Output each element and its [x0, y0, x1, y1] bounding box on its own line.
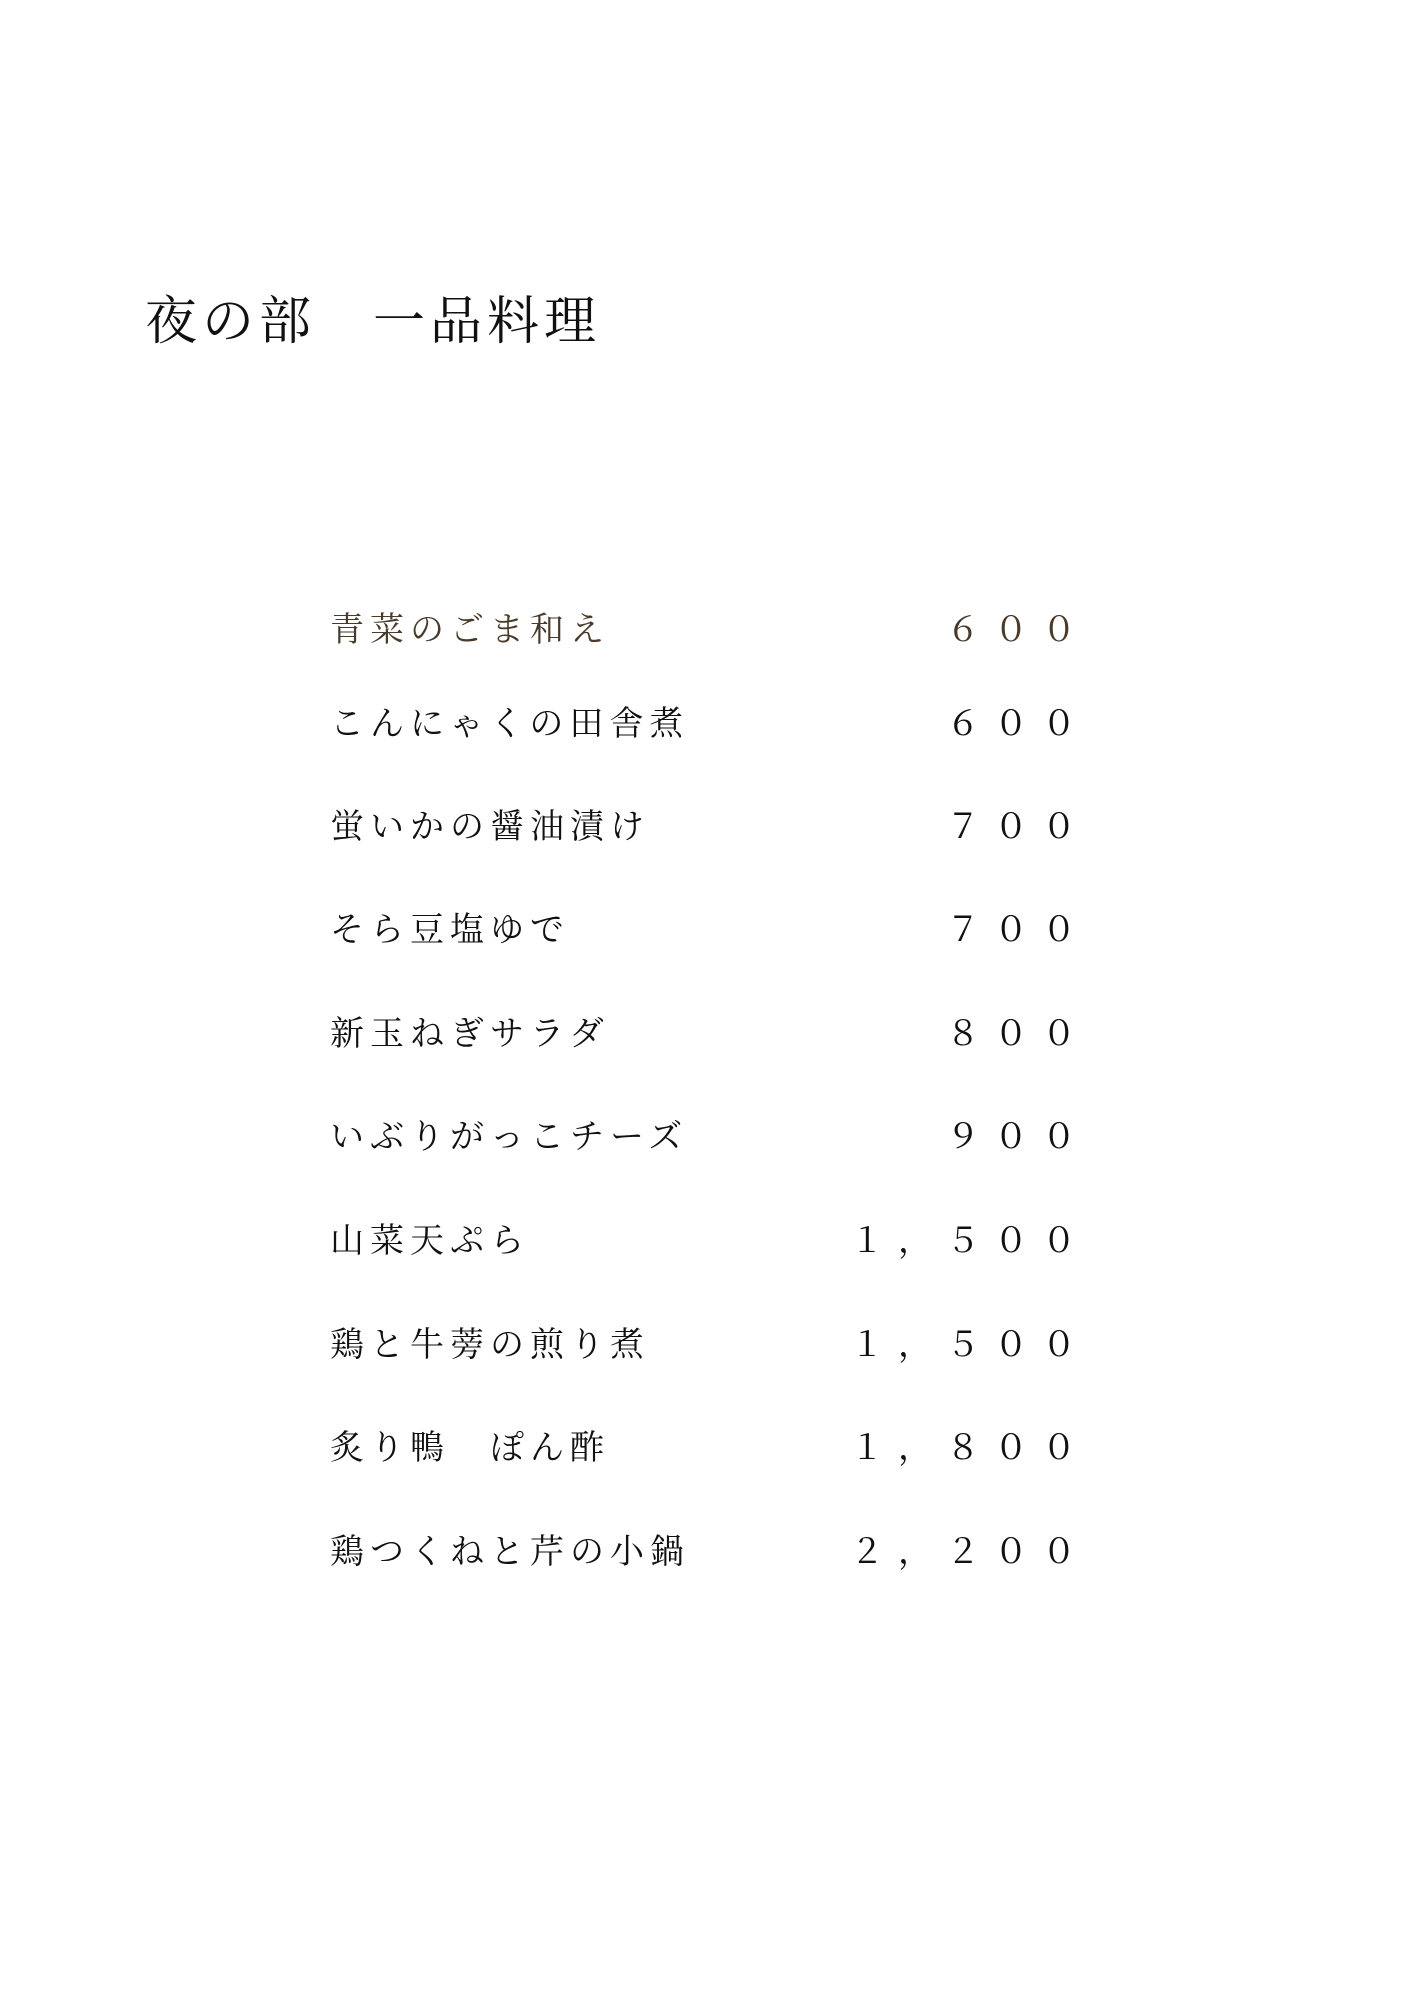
- menu-item-price: １，５００: [850, 1325, 1090, 1365]
- menu-item: [330, 797, 1090, 857]
- menu-item-price: ７００: [946, 910, 1090, 950]
- menu-item: [330, 1004, 1090, 1064]
- menu-item: [330, 1107, 1090, 1167]
- menu-item: [330, 694, 1090, 754]
- menu-item-price: １，５００: [850, 1221, 1090, 1261]
- menu-item: [330, 1522, 1090, 1582]
- page-title: 夜の部 一品料理: [145, 292, 602, 352]
- menu-item-name: 炙り鴨 ぽん酢: [330, 1428, 610, 1468]
- menu-item: [330, 900, 1090, 960]
- menu-item-price: ９００: [946, 1117, 1090, 1157]
- menu-item-name: 山菜天ぷら: [330, 1221, 530, 1261]
- menu-item: [330, 1418, 1090, 1478]
- menu-item-name: そら豆塩ゆで: [330, 910, 570, 950]
- menu-item-price: ７００: [946, 807, 1090, 847]
- menu-item-price: ８００: [946, 1014, 1090, 1054]
- menu-item-price: ６００: [946, 610, 1090, 650]
- menu-item-price: ２，２００: [850, 1532, 1090, 1572]
- menu-item: [330, 1211, 1090, 1271]
- menu-item-name: こんにゃくの田舎煮: [330, 704, 690, 744]
- menu-item-name: いぶりがっこチーズ: [330, 1117, 689, 1157]
- menu-item-price: １，８００: [850, 1428, 1090, 1468]
- menu-item-name: 蛍いかの醤油漬け: [330, 807, 650, 847]
- menu-item: [330, 1315, 1090, 1375]
- menu-item-name: 青菜のごま和え: [330, 610, 610, 650]
- menu-item-name: 鶏と牛蒡の煎り煮: [330, 1325, 650, 1365]
- menu-item: [330, 600, 1090, 660]
- menu-item-price: ６００: [946, 704, 1090, 744]
- menu-item-name: 鶏つくねと芹の小鍋: [330, 1532, 690, 1572]
- menu-item-name: 新玉ねぎサラダ: [330, 1014, 610, 1054]
